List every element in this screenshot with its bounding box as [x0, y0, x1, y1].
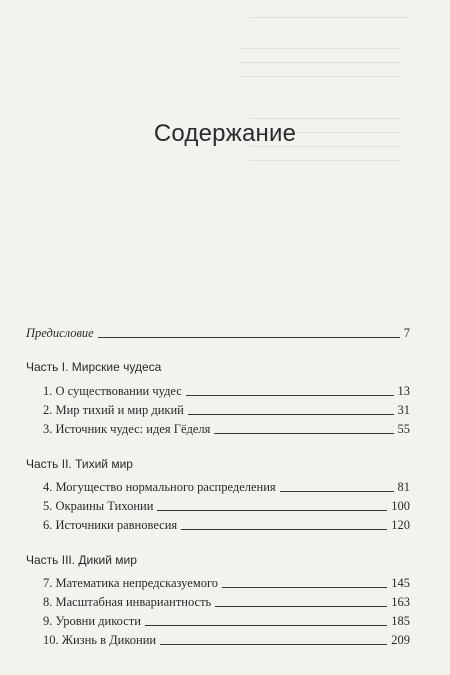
- toc-entry-label: 5. Окраины Тихонии: [43, 499, 154, 513]
- toc-entry-page: 209: [391, 633, 410, 647]
- toc-entry-page: 100: [391, 499, 410, 513]
- toc-entry[interactable]: [43, 380, 410, 398]
- toc-entry-label: 3. Источник чудес: идея Гёделя: [43, 422, 211, 436]
- toc-entry[interactable]: [43, 495, 410, 513]
- toc-entry[interactable]: [43, 514, 410, 532]
- part-heading: Часть II. Тихий мир: [26, 457, 133, 471]
- toc-entry-page: 185: [391, 614, 410, 628]
- toc-entry[interactable]: [43, 476, 410, 494]
- toc-entry-page: 145: [391, 576, 410, 590]
- toc-entry-preface[interactable]: [26, 322, 410, 340]
- toc-entry[interactable]: [43, 418, 410, 436]
- toc-entry-label: 2. Мир тихий и мир дикий: [43, 403, 184, 417]
- dot-leader: [280, 491, 394, 492]
- dot-leader: [214, 433, 393, 434]
- dot-leader: [98, 337, 400, 338]
- dot-leader: [160, 644, 387, 645]
- dot-leader: [186, 395, 394, 396]
- toc-entry-label: 10. Жизнь в Диконии: [43, 633, 157, 647]
- toc-entry-label: Предисловие: [26, 326, 94, 340]
- dot-leader: [222, 587, 387, 588]
- dot-leader: [157, 510, 387, 511]
- toc-entry-label: 6. Источники равновесия: [43, 518, 178, 532]
- toc-entry-page: 55: [397, 422, 410, 436]
- toc-entry-page: 81: [397, 480, 410, 494]
- toc-entry[interactable]: [43, 610, 410, 628]
- part-heading: Часть I. Мирские чудеса: [26, 360, 162, 374]
- toc-entry-label: 4. Могущество нормального распределения: [43, 480, 276, 494]
- toc-entry-page: 13: [397, 384, 410, 398]
- toc-entry-page: 31: [397, 403, 410, 417]
- toc-entry-page: 163: [391, 595, 410, 609]
- toc-entry[interactable]: [43, 629, 410, 647]
- toc-entry[interactable]: [43, 572, 410, 590]
- toc-entry-label: 7. Математика непредсказуемого: [43, 576, 219, 590]
- dot-leader: [215, 606, 387, 607]
- toc-entry[interactable]: [43, 399, 410, 417]
- toc-entry-page: 120: [391, 518, 410, 532]
- toc-entry-label: 8. Масштабная инвариантность: [43, 595, 212, 609]
- page-title: Содержание: [153, 120, 297, 147]
- dot-leader: [188, 414, 394, 415]
- toc-entry[interactable]: [43, 591, 410, 609]
- toc-entry-page: 7: [403, 326, 410, 340]
- toc-entry-label: 9. Уровни дикости: [43, 614, 141, 628]
- dot-leader: [145, 625, 387, 626]
- toc-entry-label: 1. О существовании чудес: [43, 384, 182, 398]
- dot-leader: [181, 529, 387, 530]
- part-heading: Часть III. Дикий мир: [26, 553, 137, 567]
